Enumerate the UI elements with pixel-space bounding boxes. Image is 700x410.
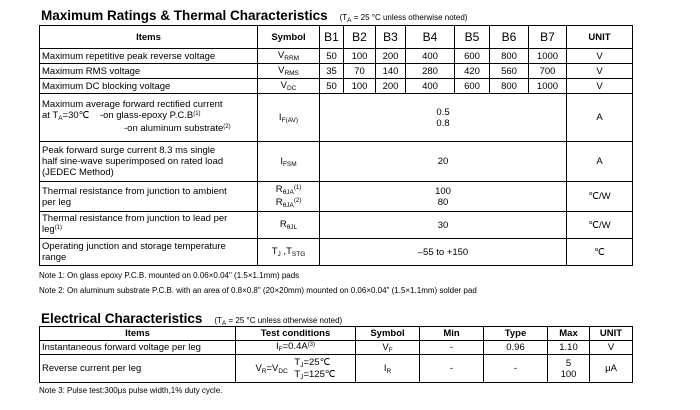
iav-item: Maximum average forward rectified current at $T_A=30℃$ -on glass-epoxy $P.C.B^{(1)}$ -on aluminum substrate$^{(2)}$ [40,94,258,142]
row-vrrm [40,49,633,64]
vrrm-symbol: $V_{RRM}$ [258,49,320,64]
vrrm-b7: 1000 [529,49,567,64]
ir-symbol: $I_R$ [356,355,420,383]
rjl-unit: ℃/W [567,212,633,239]
vf-unit: V [590,341,633,355]
row-rja [40,182,633,212]
vrms-b1: 35 [320,64,344,79]
ratings-title: Maximum Ratings & Thermal Characteristics [41,8,328,23]
rjl-value: 30 [320,212,567,239]
row-tj [40,239,633,266]
rjl-symbol: $R_{\theta JL}$ [258,212,320,239]
vdc-b6: 800 [490,79,529,94]
ifsm-value: 20 [320,142,567,182]
electrical-title-row [41,311,342,326]
tj-unit: ℃ [567,239,633,266]
vdc-b4: 400 [406,79,455,94]
row-ir [40,355,633,383]
vrms-unit: V [567,64,633,79]
note-1: Note 1: On glass epoxy P.C.B. mounted on 0.06×0.04" (1.5×1.1mm) pads [39,271,300,280]
vdc-b2: 100 [344,79,376,94]
electrical-table [39,326,633,383]
vf-typ: 0.96 [484,341,548,355]
vrms-b4: 280 [406,64,455,79]
vrrm-b5: 600 [455,49,490,64]
vrrm-unit: V [567,49,633,64]
ir-min: - [420,355,484,383]
electrical-title: Electrical Characteristics [41,311,203,326]
vrrm-b1: 50 [320,49,344,64]
note-2: Note 2: On aluminum substrate P.C.B. with an area of 0.8×0.8" (20×20mm) mounted on 0.06×0.04" (1.5×1.1mm) solder pad [39,286,477,295]
vrrm-b3: 200 [376,49,406,64]
eheader-max: Max [548,327,590,341]
rja-unit: ℃/W [567,182,633,212]
ratings-title-row [41,8,467,23]
vdc-item: Maximum DC blocking voltage [40,79,258,94]
header-b5: B5 [455,26,490,49]
vf-min: - [420,341,484,355]
electrical-header-row [40,327,633,341]
note-3: Note 3: Pulse test:300μs pulse width,1% duty cycle. [39,386,223,395]
vrms-b2: 70 [344,64,376,79]
tj-item: Operating junction and storage temperature range [40,239,258,266]
header-b2: B2 [344,26,376,49]
vrms-b5: 420 [455,64,490,79]
tj-symbol: $T_J$ $,T_{STG}$ [258,239,320,266]
ifsm-item: Peak forward surge current 8.3 ms single half sine-wave superimposed on rated load (JEDEC Method) [40,142,258,182]
row-vdc [40,79,633,94]
vdc-b3: 200 [376,79,406,94]
ratings-table [39,25,633,266]
header-b6: B6 [490,26,529,49]
vf-condition: $I_F=0.4A^{(3)}$ [236,341,356,355]
vrms-b3: 140 [376,64,406,79]
eheader-symbol: Symbol [356,327,420,341]
ifsm-symbol: $I_{FSM}$ [258,142,320,182]
vdc-unit: V [567,79,633,94]
vrrm-b6: 800 [490,49,529,64]
ir-unit: μA [590,355,633,383]
iav-symbol: $I_{F(AV)}$ [258,94,320,142]
eheader-min: Min [420,327,484,341]
ir-max: 5 100 [548,355,590,383]
rja-item: Thermal resistance from junction to ambient per leg [40,182,258,212]
vrrm-item: Maximum repetitive peak reverse voltage [40,49,258,64]
iav-unit: A [567,94,633,142]
header-b3: B3 [376,26,406,49]
header-unit: UNIT [567,26,633,49]
ratings-header-row [40,26,633,49]
tj-value: –55 to +150 [320,239,567,266]
header-items: Items [40,26,258,49]
vdc-b7: 1000 [529,79,567,94]
eheader-test: Test conditions [236,327,356,341]
header-b1: B1 [320,26,344,49]
vdc-b1: 50 [320,79,344,94]
vf-max: 1.10 [548,341,590,355]
header-symbol: Symbol [258,26,320,49]
row-vrms [40,64,633,79]
ir-condition: $V_R=V_{DC}$ $T_J=25℃$ $T_J=125℃$ [236,355,356,383]
vdc-b5: 600 [455,79,490,94]
vf-item: Instantaneous forward voltage per leg [40,341,236,355]
header-b4: B4 [406,26,455,49]
ratings-condition: ($T_A = 25$ °C unless otherwise noted) [339,13,468,24]
rja-value: 100 80 [320,182,567,212]
vdc-symbol: $V_{DC}$ [258,79,320,94]
vrms-item: Maximum RMS voltage [40,64,258,79]
ir-item: Reverse current per leg [40,355,236,383]
rjl-item: Thermal resistance from junction to lead per leg$^{(1)}$ [40,212,258,239]
eheader-items: Items [40,327,236,341]
vrms-b6: 560 [490,64,529,79]
vrrm-b4: 400 [406,49,455,64]
row-ifsm [40,142,633,182]
ir-typ: - [484,355,548,383]
ifsm-unit: A [567,142,633,182]
electrical-condition: ($T_A = 25$ °C unless otherwise noted) [214,316,343,327]
vrms-b7: 700 [529,64,567,79]
header-b7: B7 [529,26,567,49]
vrrm-b2: 100 [344,49,376,64]
eheader-unit: UNIT [590,327,633,341]
row-vf [40,341,633,355]
vf-symbol: $V_F$ [356,341,420,355]
rja-symbol: $R_{\theta JA}^{(1)}$ $R_{\theta JA}^{(2)}$ [258,182,320,212]
eheader-typ: Type [484,327,548,341]
row-rjl [40,212,633,239]
row-iav [40,94,633,142]
iav-value: 0.5 0.8 [320,94,567,142]
vrms-symbol: $V_{RMS}$ [258,64,320,79]
